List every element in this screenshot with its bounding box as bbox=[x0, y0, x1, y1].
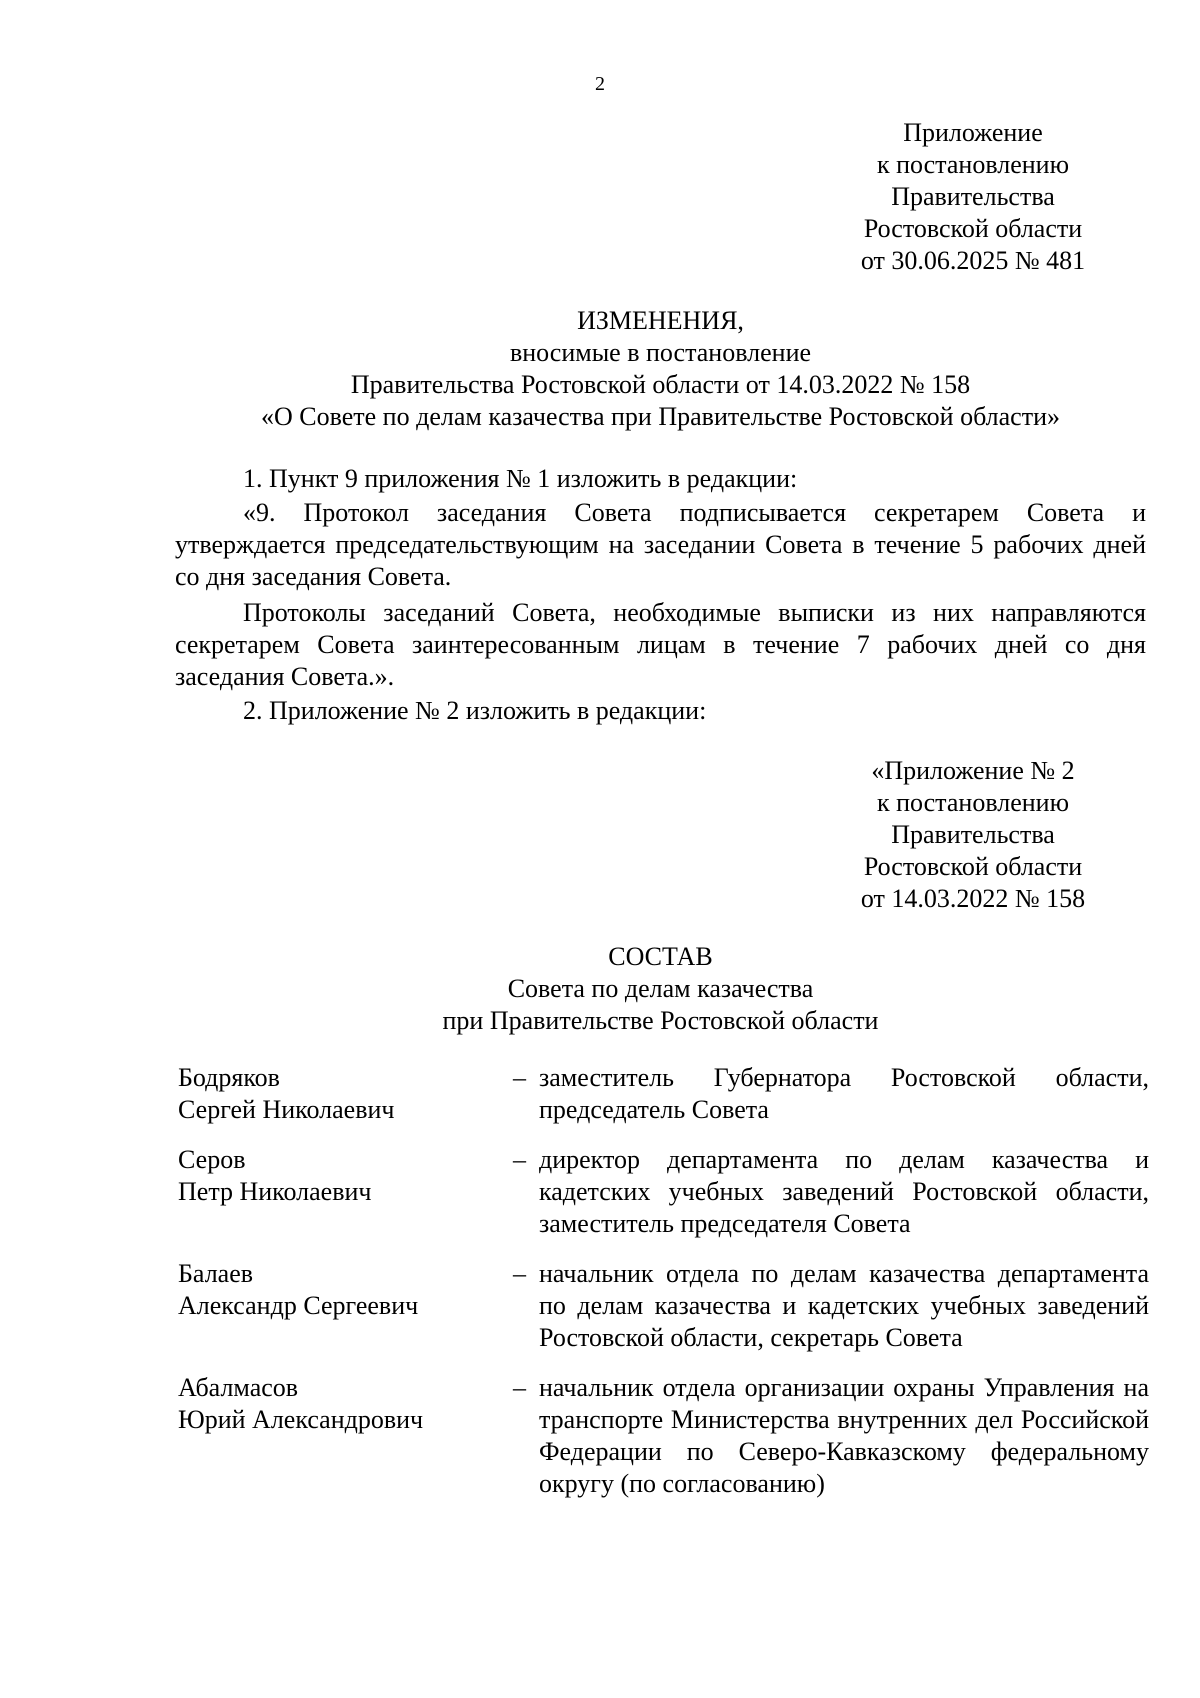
composition-title: СОСТАВ bbox=[608, 942, 713, 971]
appendix-line: от 30.06.2025 № 481 bbox=[860, 246, 1086, 275]
member-row bbox=[178, 1372, 1149, 1500]
quote-1-paragraph: «9. Протокол заседания Совета подписывается секретарем Совета и утверждается председательствующим на заседании Совета в течение 5 рабочих дней со дня заседания Совета. bbox=[175, 498, 1146, 591]
member-dash: – bbox=[513, 1063, 526, 1092]
appendix2-line: от 14.03.2022 № 158 bbox=[860, 884, 1086, 913]
member-given-name: Александр Сергеевич bbox=[178, 1291, 419, 1320]
appendix2-line: «Приложение № 2 bbox=[871, 756, 1075, 785]
item-2-paragraph: 2. Приложение № 2 изложить в редакции: bbox=[243, 696, 707, 725]
member-role: начальник отдела по делам казачества департамента по делам казачества и кадетских учебных заведений Ростовской области, секретарь Совета bbox=[539, 1259, 1149, 1352]
appendix-line: Ростовской области bbox=[863, 214, 1083, 243]
member-row bbox=[178, 1144, 1149, 1240]
appendix2-header bbox=[823, 755, 1123, 915]
appendix2-line: Правительства bbox=[891, 820, 1055, 849]
member-surname: Серов bbox=[178, 1145, 246, 1174]
page-number: 2 bbox=[595, 73, 605, 95]
member-name bbox=[178, 1144, 513, 1240]
member-given-name: Юрий Александрович bbox=[178, 1405, 424, 1434]
composition-subtitle-line: при Правительстве Ростовской области bbox=[442, 1006, 879, 1035]
changes-title: ИЗМЕНЕНИЯ, bbox=[577, 306, 744, 335]
member-surname: Бодряков bbox=[178, 1063, 280, 1092]
member-name bbox=[178, 1062, 513, 1126]
quote-2-paragraph: Протоколы заседаний Совета, необходимые выписки из них направляются секретарем Совета заинтересованным лицам в течение 7 рабочих дней со дня заседания Совета.». bbox=[175, 598, 1146, 691]
member-surname: Балаев bbox=[178, 1259, 254, 1288]
member-dash: – bbox=[513, 1259, 526, 1288]
appendix2-line: Ростовской области bbox=[863, 852, 1083, 881]
appendix-header bbox=[823, 117, 1123, 277]
member-role: директор департамента по делам казачества и кадетских учебных заведений Ростовской области, заместитель председателя Совета bbox=[539, 1145, 1149, 1238]
appendix-line: Правительства bbox=[891, 182, 1055, 211]
changes-heading bbox=[175, 305, 1146, 433]
member-surname: Абалмасов bbox=[178, 1373, 299, 1402]
item-1-paragraph: 1. Пункт 9 приложения № 1 изложить в редакции: bbox=[243, 464, 798, 493]
member-row bbox=[178, 1062, 1149, 1126]
member-name bbox=[178, 1372, 513, 1500]
member-given-name: Петр Николаевич bbox=[178, 1177, 372, 1206]
appendix2-line: к постановлению bbox=[876, 788, 1070, 817]
appendix-line: к постановлению bbox=[876, 150, 1070, 179]
member-role: начальник отдела организации охраны Управления на транспорте Министерства внутренних дел Российской Федерации по Северо-Кавказскому федеральному округу (по согласованию) bbox=[539, 1373, 1149, 1498]
changes-subtitle-line: вносимые в постановление bbox=[509, 338, 812, 367]
composition-heading bbox=[175, 941, 1146, 1037]
members-list bbox=[178, 1062, 1149, 1518]
member-given-name: Сергей Николаевич bbox=[178, 1095, 395, 1124]
member-dash: – bbox=[513, 1373, 526, 1402]
composition-subtitle-line: Совета по делам казачества bbox=[507, 974, 814, 1003]
appendix-line: Приложение bbox=[903, 118, 1043, 147]
member-role: заместитель Губернатора Ростовской области, председатель Совета bbox=[539, 1063, 1149, 1124]
changes-subtitle-line: «О Совете по делам казачества при Правительстве Ростовской области» bbox=[261, 402, 1060, 431]
member-name bbox=[178, 1258, 513, 1354]
member-row bbox=[178, 1258, 1149, 1354]
changes-subtitle-line: Правительства Ростовской области от 14.03.2022 № 158 bbox=[350, 370, 971, 399]
member-dash: – bbox=[513, 1145, 526, 1174]
